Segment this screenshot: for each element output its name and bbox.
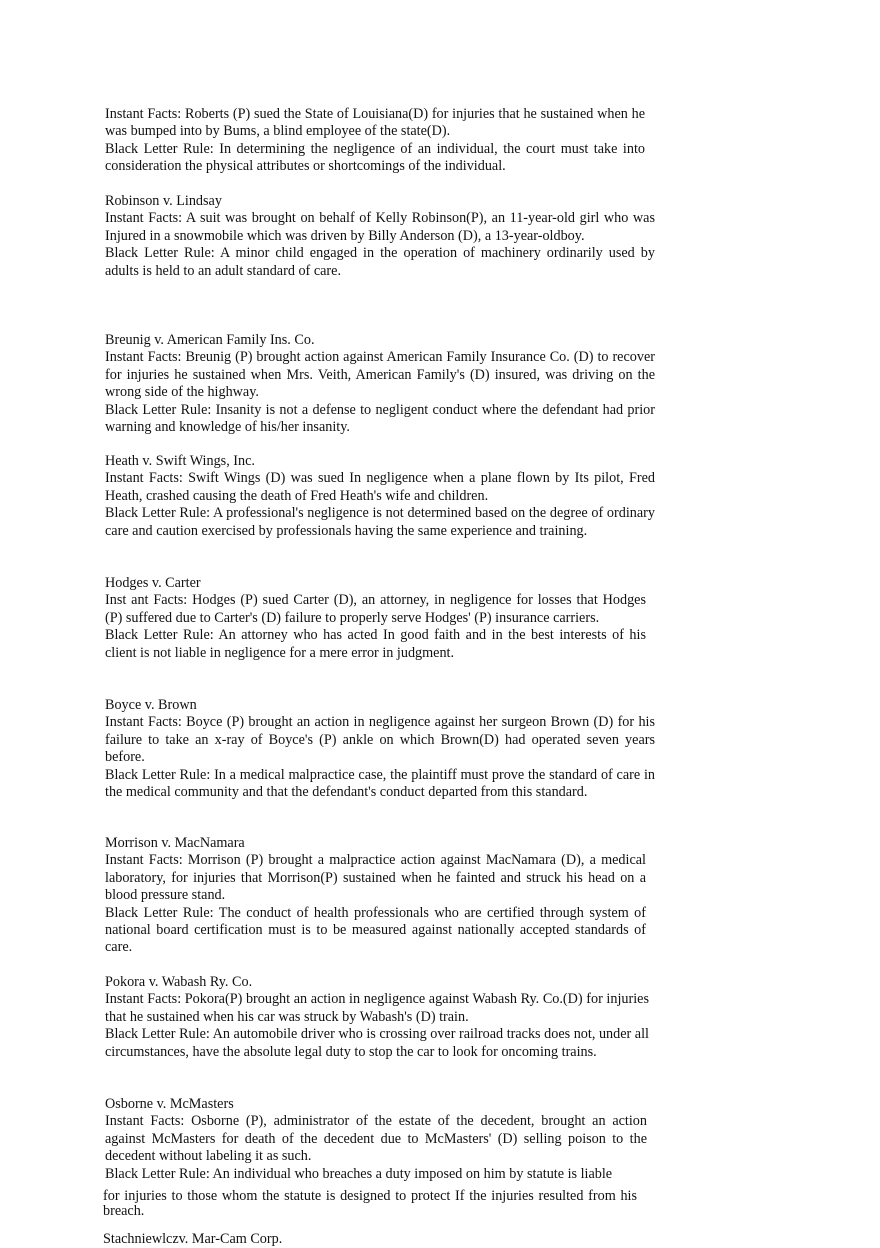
case-block-boyce (105, 697, 655, 801)
case-block-robinson (105, 193, 655, 280)
case-instant-facts: Instant Facts: Morrison (P) brought a malpractice action against MacNamara (D), a medical laboratory, for injuries that Morrison(P) sustained when he fainted and struck his head on a blood pressure stand. (105, 852, 646, 904)
case-title: Hodges v. Carter (105, 575, 201, 591)
case-title: Boyce v. Brown (105, 697, 197, 713)
case-black-letter-rule: Black Letter Rule: Insanity is not a defense to negligent conduct where the defendant had prior warning and knowledge of his/her insanity. (105, 401, 655, 436)
case-title: Pokora v. Wabash Ry. Co. (105, 974, 253, 990)
case-black-letter-rule-continued: for injuries to those whom the statute is designed to protect If the injuries resulted from his breach. (103, 1188, 637, 1219)
case-instant-facts: Instant Facts: A suit was brought on behalf of Kelly Robinson(P), an 11-year-old girl who was Injured in a snowmobile which was driven by Billy Anderson (D), a 13-year-oldboy. (105, 210, 655, 244)
case-instant-facts: Instant Facts: Roberts (P) sued the State of Louisiana(D) for injuries that he sustained when he was bumped into by Bums, a blind employee of the state(D). (105, 106, 645, 140)
case-black-letter-rule: Black Letter Rule: A professional's negligence is not determined based on the degree of ordinary care and caution exercised by professionals having the same experience and training. (105, 505, 655, 539)
case-title: Breunig v. American Family Ins. Co. (105, 332, 315, 348)
case-black-letter-rule: Black Letter Rule: An attorney who has acted In good faith and in the best interests of his client is not liable in negligence for a mere error in judgment. (105, 627, 646, 661)
case-block-morrison (105, 835, 646, 957)
case-black-letter-rule: Black Letter Rule: In a medical malpractice case, the plaintiff must prove the standard of care in the medical community and that the defendant's conduct departed from this standard. (105, 766, 655, 801)
case-title: Osborne v. McMasters (105, 1096, 234, 1112)
case-instant-facts: Instant Facts: Breunig (P) brought action against American Family Insurance Co. (D) to recover for injuries he sustained when Mrs. Veith, American Family's (D) insured, was driving on the wrong side of the highway. (105, 349, 655, 401)
case-instant-facts: Instant Facts: Swift Wings (D) was sued In negligence when a plane flown by Its pilot, Fred Heath, crashed causing the death of Fred Heath's wife and children. (105, 470, 655, 504)
case-instant-facts: Instant Facts: Boyce (P) brought an action in negligence against her surgeon Brown (D) for his failure to take an x-ray of Boyce's (P) ankle on which Brown(D) had operated seven years before. (105, 714, 655, 766)
case-black-letter-rule: Black Letter Rule: The conduct of health professionals who are certified through system of national board certification must is to be measured against nationally accepted standards of care. (105, 904, 646, 956)
case-title: Morrison v. MacNamara (105, 835, 245, 851)
case-block-hodges (105, 575, 646, 662)
case-instant-facts: Instant Facts: Pokora(P) brought an action in negligence against Wabash Ry. Co.(D) for injuries that he sustained when his car was struck by Wabash's (D) train. (105, 991, 649, 1025)
case-block-breunig (105, 332, 655, 436)
case-black-letter-rule: Black Letter Rule: In determining the negligence of an individual, the court must take into consideration the physical attributes or shortcomings of the individual. (105, 140, 645, 175)
case-instant-facts: Inst ant Facts: Hodges (P) sued Carter (D), an attorney, in negligence for losses that Hodges (P) suffered due to Carter's (D) failure to properly serve Hodges' (P) insurance carriers. (105, 592, 646, 626)
case-black-letter-rule: Black Letter Rule: An automobile driver who is crossing over railroad tracks does not, under all circumstances, have the absolute legal duty to stop the car to look for oncoming trains. (105, 1026, 649, 1060)
case-block-stachniewicz (103, 1231, 653, 1248)
case-block-pokora (105, 974, 649, 1061)
case-title: Robinson v. Lindsay (105, 193, 222, 209)
case-instant-facts: Instant Facts: Osborne (P), administrator of the estate of the decedent, brought an action against McMasters for death of the decedent due to McMasters' (D) selling poison to the decedent without labeling it as such. (105, 1113, 647, 1165)
case-black-letter-rule: Black Letter Rule: An individual who breaches a duty imposed on him by statute is liable (105, 1165, 613, 1182)
case-block-heath (105, 453, 655, 540)
case-black-letter-rule: Black Letter Rule: A minor child engaged in the operation of machinery ordinarily used by adults is held to an adult standard of care. (105, 245, 655, 279)
case-title: Heath v. Swift Wings, Inc. (105, 453, 255, 469)
case-block-roberts (105, 106, 645, 176)
case-block-osborne (105, 1096, 647, 1218)
case-title: Stachniewlczv. Mar-Cam Corp. (103, 1231, 283, 1247)
